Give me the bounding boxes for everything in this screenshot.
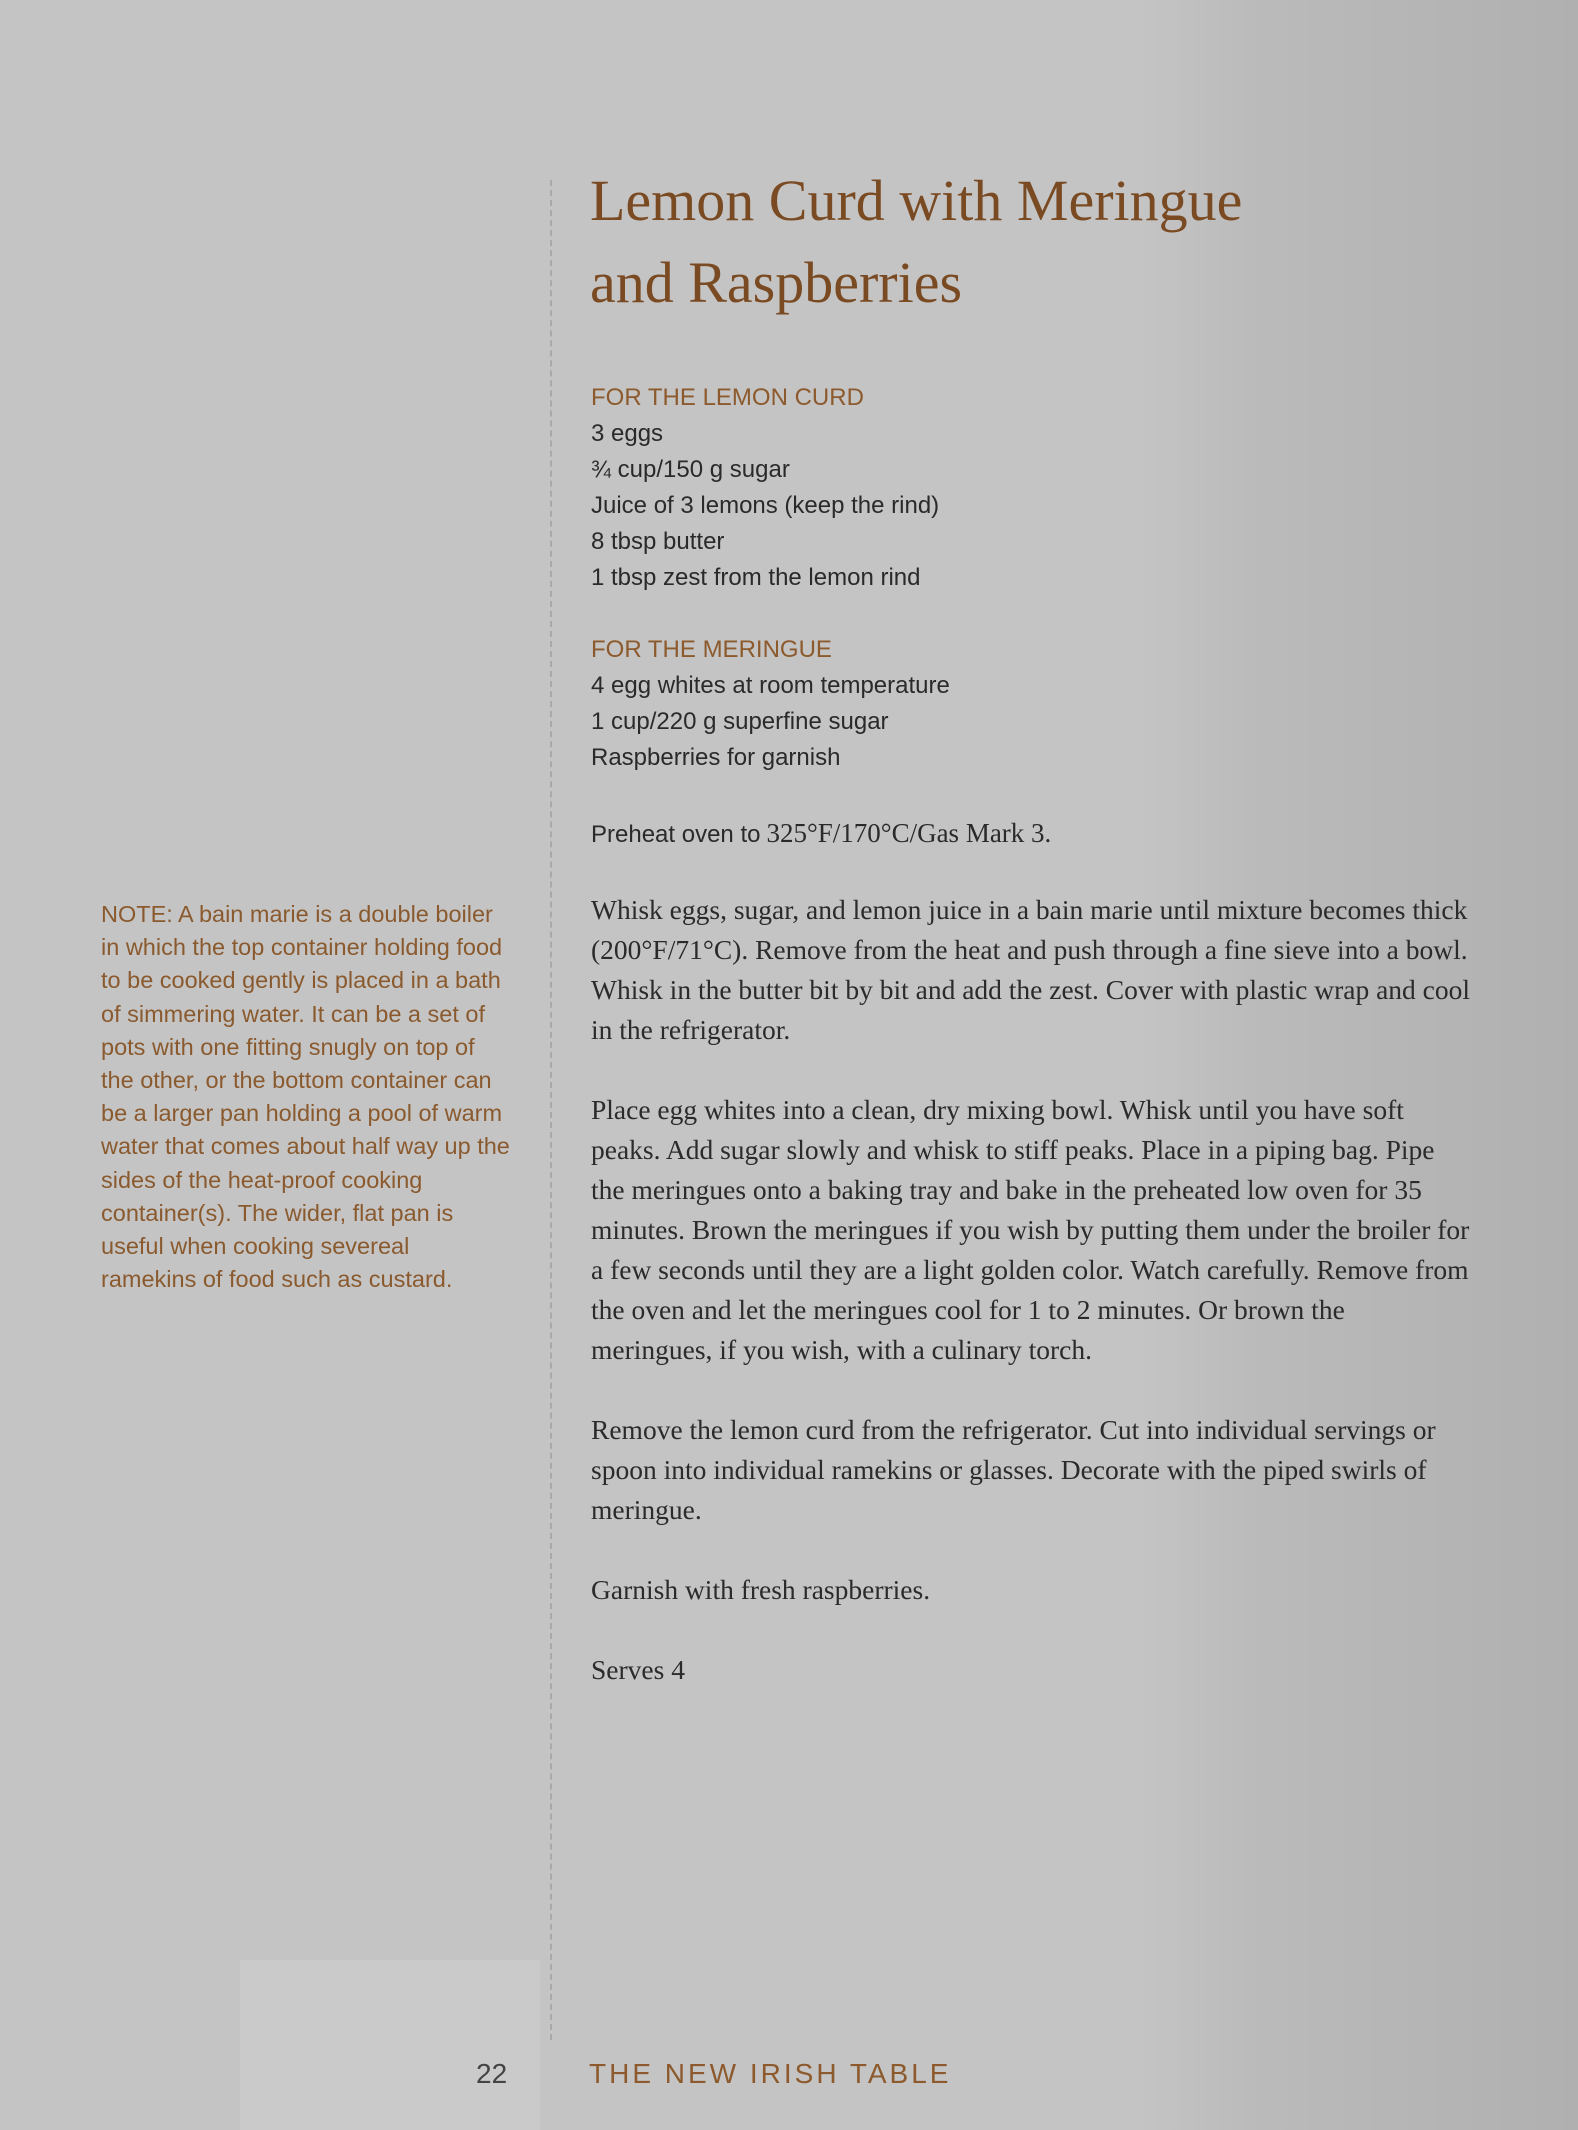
meringue-ingredients bbox=[591, 632, 1391, 776]
preheat-temperature: 325°F/170°C/Gas Mark 3. bbox=[766, 818, 1052, 848]
preheat-instruction bbox=[591, 815, 1491, 853]
method-step: Whisk eggs, sugar, and lemon juice in a bain marie until mixture becomes thick (200°F/71°C). Remove from the heat and push through a fine sieve into a bowl. Whisk in the butter bit by bit and add the zest. Cover with plastic wrap and cool in the refrigerator. bbox=[591, 894, 1471, 1045]
ingredient-item: 4 egg whites at room temperature bbox=[591, 672, 950, 699]
column-divider bbox=[550, 180, 552, 2040]
method bbox=[591, 890, 1471, 1730]
servings: Serves 4 bbox=[591, 1654, 685, 1685]
ingredient-item: Raspberries for garnish bbox=[591, 744, 841, 771]
garnish-note: Garnish with fresh raspberries. bbox=[591, 1574, 931, 1605]
ingredient-item: 1 cup/220 g superfine sugar bbox=[591, 708, 889, 735]
ingredient-item: Juice of 3 lemons (keep the rind) bbox=[591, 492, 940, 519]
curd-ingredients bbox=[591, 380, 1391, 596]
bain-marie-note: NOTE: A bain marie is a double boiler in which the top container holding food to be cooked gently is placed in a bath of simmering water. It can be a set of pots with one fitting snugly on top of the other, or the bottom container can be a larger pan holding a pool of warm water that comes about half way up the sides of the heat-proof cooking container(s). The wider, flat pan is useful when cooking severeal ramekins of food such as custard. bbox=[101, 901, 510, 1293]
meringue-heading: FOR THE MERINGUE bbox=[591, 636, 832, 663]
page-number: 22 bbox=[476, 2058, 508, 2089]
scan-smudge bbox=[240, 1960, 540, 2130]
ingredient-item: 1 tbsp zest from the lemon rind bbox=[591, 564, 921, 591]
running-footer-title: THE NEW IRISH TABLE bbox=[589, 2058, 952, 2089]
ingredients bbox=[591, 380, 1391, 812]
curd-heading: FOR THE LEMON CURD bbox=[591, 384, 864, 411]
ingredient-item: 3 eggs bbox=[591, 420, 664, 447]
ingredient-item: ¾ cup/150 g sugar bbox=[591, 456, 790, 483]
recipe-title-line-1: Lemon Curd with Meringue bbox=[590, 168, 1243, 233]
recipe-title bbox=[590, 160, 1490, 324]
ingredient-item: 8 tbsp butter bbox=[591, 528, 725, 555]
preheat-label: Preheat oven to bbox=[591, 821, 761, 848]
method-step: Place egg whites into a clean, dry mixing bowl. Whisk until you have soft peaks. Add sugar slowly and whisk to stiff peaks. Place in a piping bag. Pipe the meringues onto a baking tray and bake in the preheated low oven for 35 minutes. Brown the meringues if you wish by putting them under the broiler for a few seconds until they are a light golden color. Watch carefully. Remove from the oven and let the meringues cool for 1 to 2 minutes. Or brown the meringues, if you wish, with a culinary torch. bbox=[591, 1094, 1470, 1365]
method-step: Remove the lemon curd from the refrigerator. Cut into individual servings or spoon into individual ramekins or glasses. Decorate with the piped swirls of meringue. bbox=[591, 1414, 1436, 1525]
recipe-title-line-2: and Raspberries bbox=[590, 250, 963, 315]
